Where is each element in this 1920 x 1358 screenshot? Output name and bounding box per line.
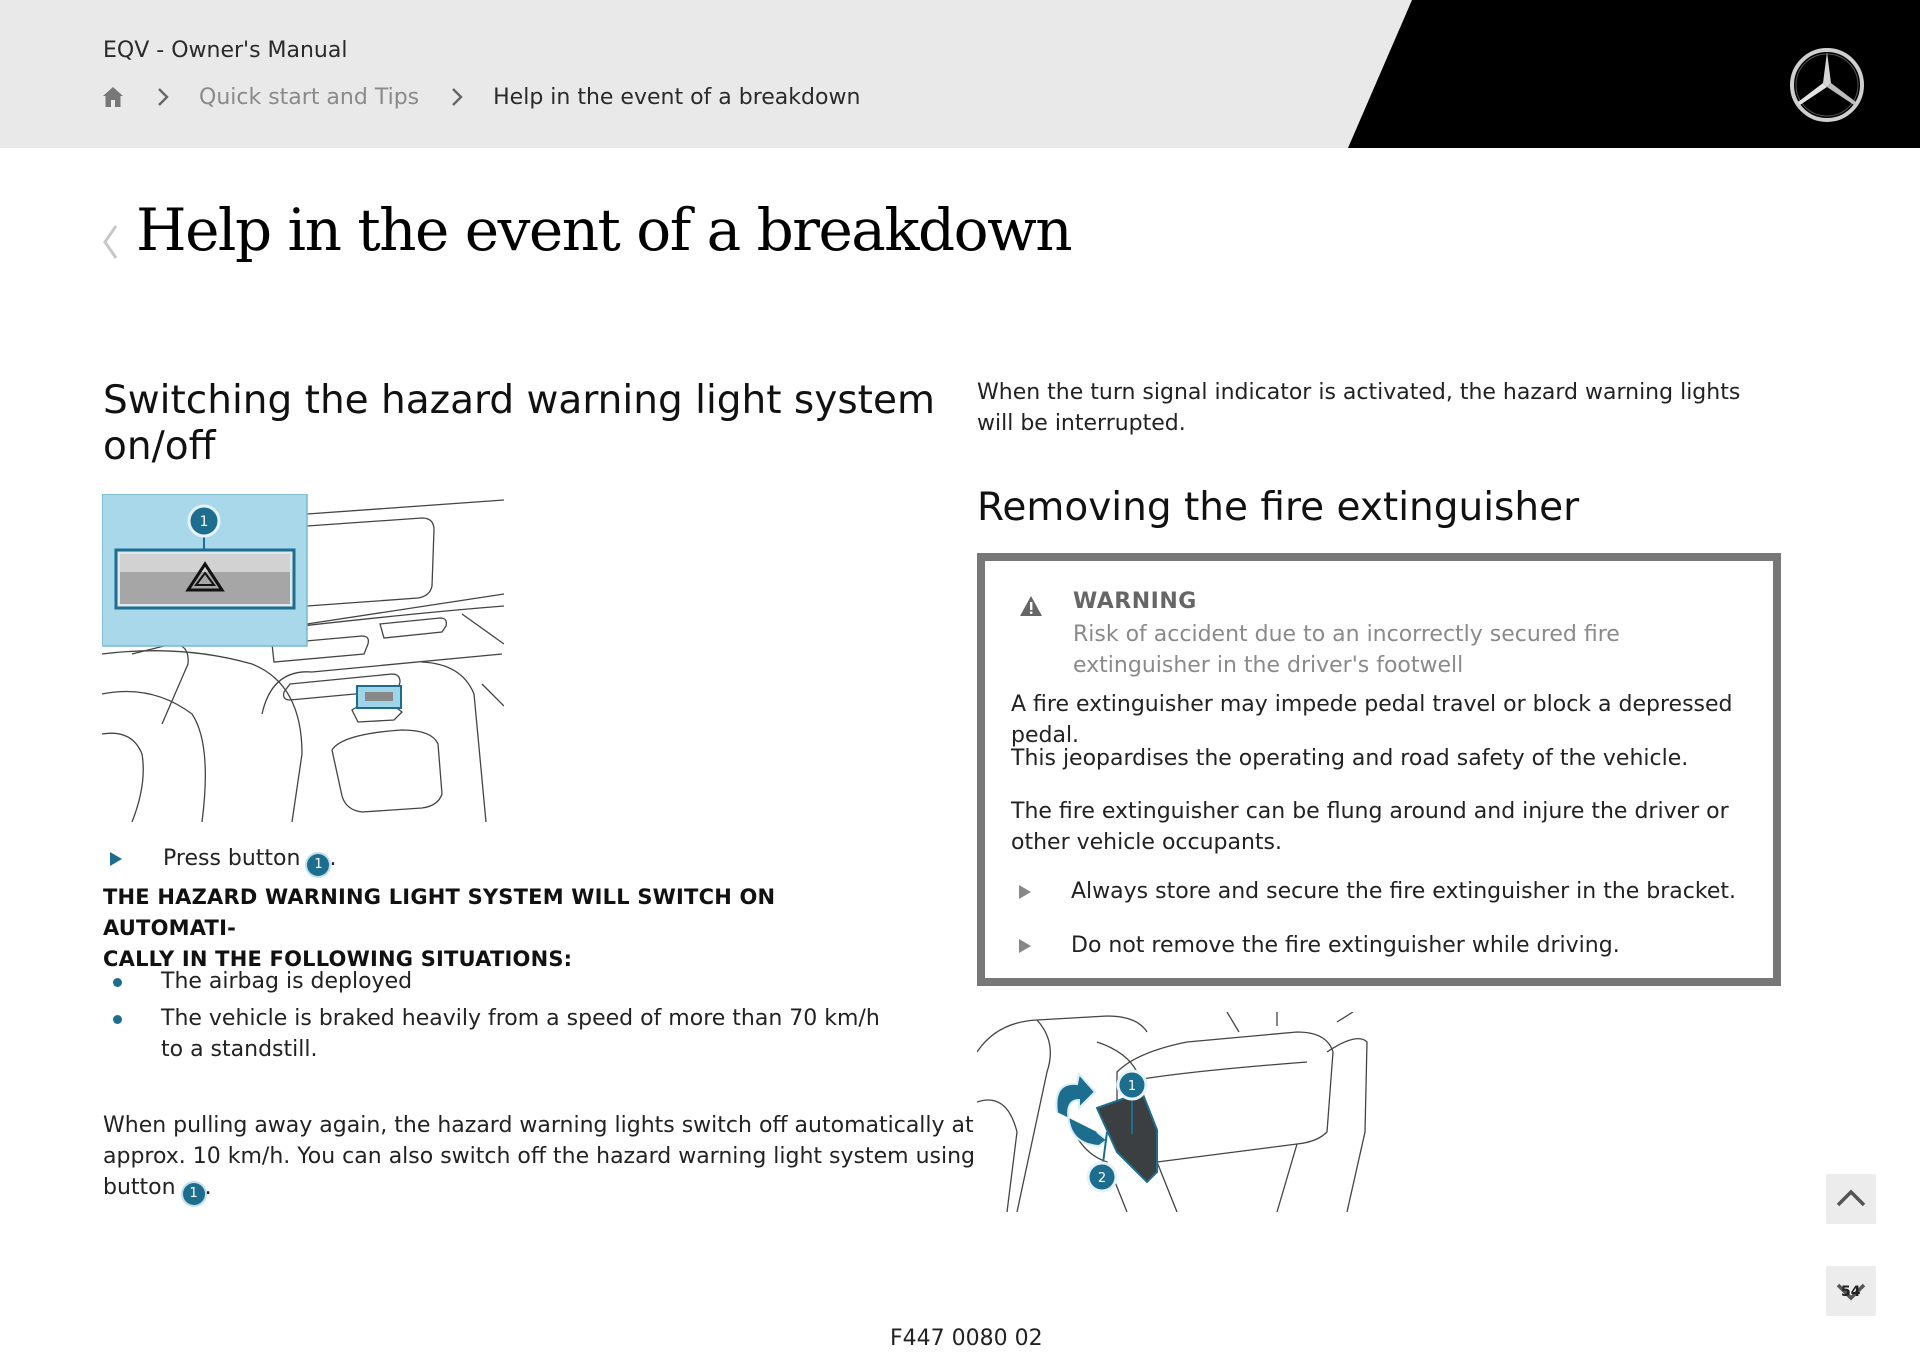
warning-step-text: Always store and secure the fire extinguisher in the bracket.	[1071, 879, 1736, 904]
hazard-heading-line2: on/off	[103, 424, 216, 469]
step-arrow-icon	[1019, 885, 1031, 899]
hazard-heading	[103, 378, 935, 470]
warning-subtitle: Risk of accident due to an incorrectly secured fire extinguisher in the driver's footwell	[1073, 622, 1620, 678]
step-arrow-icon	[1019, 939, 1031, 953]
chevron-right-icon	[155, 86, 171, 108]
press-button-text: Press button	[163, 846, 301, 871]
page-title: Help in the event of a breakdown	[136, 196, 1072, 264]
callout-marker-1: 1	[183, 1183, 205, 1205]
pulling-away-period: .	[204, 1175, 212, 1200]
auto-switch-heading-line1: THE HAZARD WARNING LIGHT SYSTEM WILL SWITCH ON AUTOMATI-	[103, 885, 776, 940]
warning-paragraph: The fire extinguisher can be flung around and injure the driver or other vehicle occupants.	[1011, 799, 1729, 855]
pulling-away-line3: button	[103, 1175, 176, 1200]
warning-triangle-icon	[1019, 595, 1043, 617]
bullet-dot	[113, 978, 122, 987]
press-button-period: .	[329, 846, 337, 871]
chevron-right-icon	[449, 86, 465, 108]
bullet-dot	[113, 1015, 122, 1024]
breadcrumb	[101, 82, 860, 112]
chevron-up-icon	[1826, 1174, 1876, 1224]
figure-code: F447 0080 02	[890, 1326, 1043, 1351]
warning-paragraph: A fire extinguisher may impede pedal travel or block a depressed pedal.	[1011, 692, 1733, 748]
fire-extinguisher-heading: Removing the fire extinguisher	[977, 485, 1580, 530]
warning-step-text: Do not remove the fire extinguisher while driving.	[1071, 933, 1620, 958]
auto-switch-list	[103, 966, 893, 1071]
turn-signal-note: When the turn signal indicator is activated, the hazard warning lights will be interrupted.	[977, 380, 1741, 436]
fire-figure-callout-2: 2	[1097, 1171, 1107, 1186]
callout-marker-1: 1	[307, 854, 329, 876]
manual-title: EQV - Owner's Manual	[103, 38, 348, 63]
warning-box	[977, 553, 1781, 986]
pulling-away-line2: approx. 10 km/h. You can also switch off the hazard warning light system using	[103, 1144, 975, 1169]
back-chevron-icon[interactable]	[100, 222, 120, 262]
list-item-text: The airbag is deployed	[161, 969, 413, 994]
auto-switch-heading	[103, 882, 883, 975]
scroll-up-button[interactable]	[1826, 1174, 1876, 1224]
fire-extinguisher-figure	[977, 1012, 1369, 1212]
fire-figure-callout-1: 1	[1127, 1079, 1137, 1094]
list-item	[103, 966, 893, 997]
list-item-text: The vehicle is braked heavily from a speed of more than 70 km/h to a standstill.	[161, 1006, 880, 1062]
mercedes-star-logo[interactable]	[1788, 46, 1866, 124]
home-icon[interactable]	[101, 85, 125, 109]
hazard-switch-figure	[102, 494, 504, 822]
breadcrumb-section-link[interactable]: Quick start and Tips	[199, 84, 420, 110]
auto-switch-heading-line2: CALLY IN THE FOLLOWING SITUATIONS:	[103, 947, 573, 971]
pulling-away-line1: When pulling away again, the hazard warning lights switch off automatically at	[103, 1113, 974, 1138]
list-item	[103, 1003, 893, 1065]
warning-label: WARNING	[1073, 589, 1197, 614]
step-arrow-icon	[110, 852, 122, 866]
page-number: 54	[1841, 1284, 1861, 1300]
hazard-heading-line1: Switching the hazard warning light system	[103, 378, 935, 423]
hazard-figure-callout: 1	[199, 514, 209, 530]
warning-paragraph: This jeopardises the operating and road safety of the vehicle.	[1011, 746, 1689, 771]
pulling-away-paragraph	[103, 1110, 975, 1205]
breadcrumb-current: Help in the event of a breakdown	[493, 84, 861, 110]
